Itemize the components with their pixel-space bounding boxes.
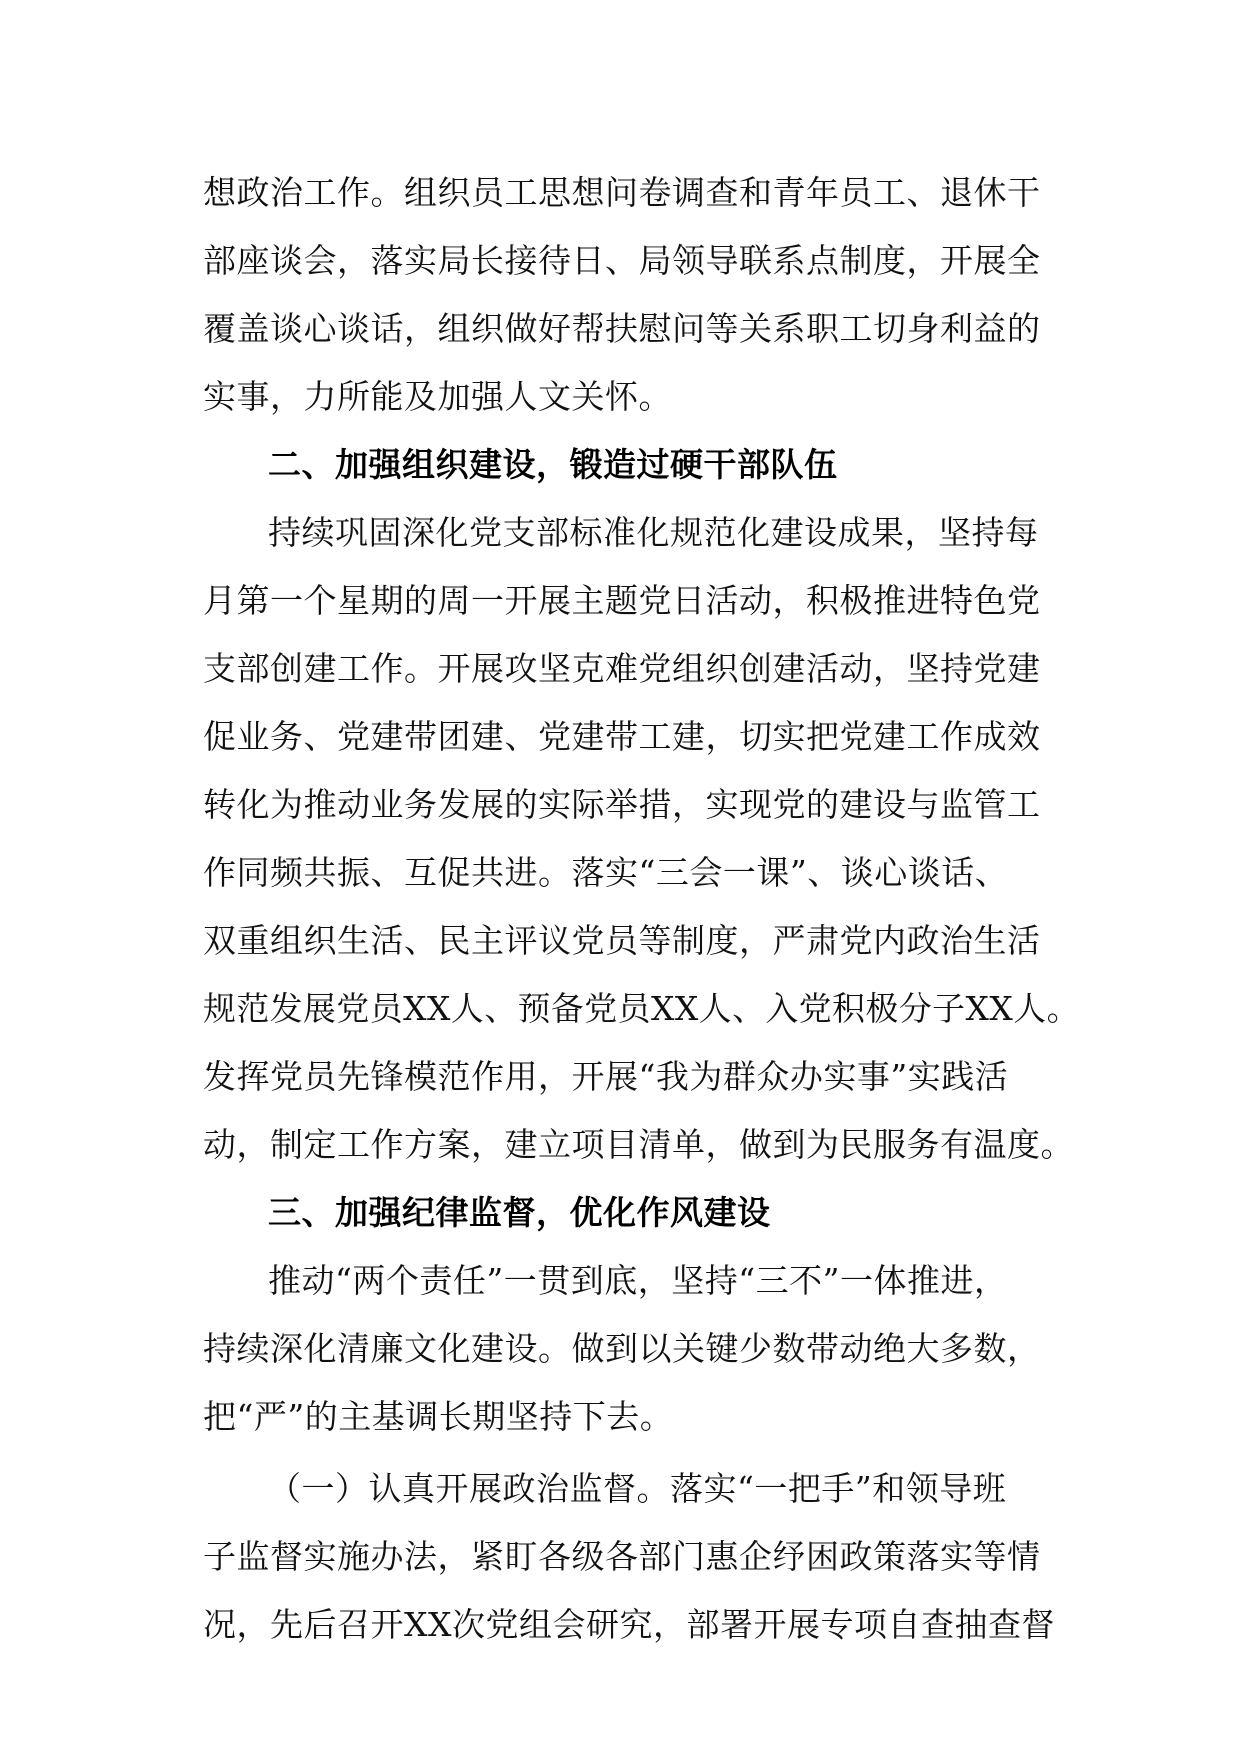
body-line: 双重组织生活、民主评议党员等制度，严肃党内政治生活 (203, 921, 1041, 960)
body-line: 促业务、党建带团建、党建带工建，切实把党建工作成效 (203, 717, 1041, 756)
body-line: 部座谈会，落实局长接待日、局领导联系点制度，开展全 (203, 241, 1041, 280)
body-line: （一）认真开展政治监督。落实“一把手”和领导班 (268, 1469, 1007, 1508)
body-line: 覆盖谈心谈话，组织做好帮扶慰问等关系职工切身利益的 (203, 309, 1041, 348)
body-line: 发挥党员先锋模范作用，开展“我为群众办实事”实践活 (203, 1057, 1009, 1096)
body-line: 子监督实施办法，紧盯各级各部门惠企纾困政策落实等情 (203, 1537, 1041, 1576)
body-line: 持续深化清廉文化建设。做到以关键少数带动绝大多数， (203, 1329, 1041, 1368)
body-line: 实事，力所能及加强人文关怀。 (203, 377, 672, 416)
body-line: 把“严”的主基调长期坚持下去。 (203, 1397, 674, 1436)
body-line: 月第一个星期的周一开展主题党日活动，积极推进特色党 (203, 581, 1041, 620)
section-heading-3: 三、加强纪律监督，优化作风建设 (268, 1193, 771, 1232)
body-line: 规范发展党员XX人、预备党员XX人、入党积极分子XX人。 (203, 989, 1081, 1028)
body-line: 转化为推动业务发展的实际举措，实现党的建设与监管工 (203, 785, 1041, 824)
body-line: 推动“两个责任”一贯到底，坚持“三不”一体推进， (268, 1261, 1008, 1300)
body-line: 支部创建工作。开展攻坚克难党组织创建活动，坚持党建 (203, 649, 1041, 688)
body-line: 想政治工作。组织员工思想问卷调查和青年员工、退休干 (203, 173, 1041, 212)
body-line: 作同频共振、互促共进。落实“三会一课”、谈心谈话、 (203, 853, 1009, 892)
body-line: 况，先后召开XX次党组会研究，部署开展专项自查抽查督 (203, 1605, 1055, 1644)
section-heading-2: 二、加强组织建设，锻造过硬干部队伍 (268, 445, 838, 484)
body-line: 持续巩固深化党支部标准化规范化建设成果，坚持每 (268, 513, 1039, 552)
body-line: 动，制定工作方案，建立项目清单，做到为民服务有温度。 (203, 1125, 1074, 1164)
